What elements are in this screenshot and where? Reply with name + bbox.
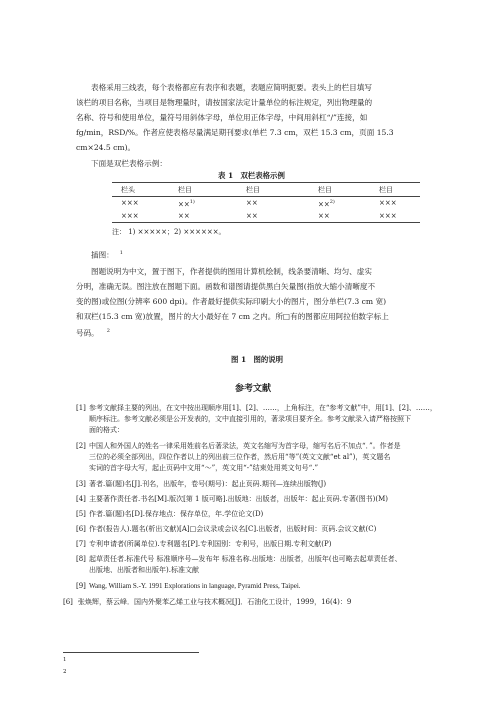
table-header-0: 栏头 — [121, 186, 135, 194]
figure-caption: 图 1 图的说明 — [231, 355, 284, 364]
table-cell: ××× — [121, 212, 139, 220]
table-cell: ×× — [246, 212, 258, 220]
figure-line-5: 号码。 $^2$ — [76, 328, 110, 338]
footnote-ref: 2 — [106, 328, 110, 334]
reference-text: 作者.篇(题)名[D].保存地点：保存单位，年.学位论文(D) — [89, 510, 264, 518]
reference-number: [7] — [76, 540, 86, 548]
reference-number: [6] — [76, 525, 86, 533]
reference-number: [9] — [76, 582, 86, 590]
reference-text: 起草责任者.标准代号 标准顺序号—发布年 标准名称.出版地：出版者，出版年(也可略去起草责任者、 — [89, 555, 402, 563]
table-header-2: 栏目 — [246, 186, 260, 194]
table-cell: ×× — [246, 199, 258, 207]
intro-line-1: 表格采用三线表，每个表格都应有表序和表题，表题应简明扼要。表头上的栏目填写 — [91, 83, 372, 92]
reference-text: 专利申请者(所属单位).专利题名[P].专利国别：专利号，出版日期.专利文献(P) — [89, 540, 332, 548]
reference-number: [6] — [63, 598, 73, 606]
table-note: 注： 1) ×××××；2) ××××××。 — [112, 228, 226, 236]
figure-line-2: 分明，准确无误。图注放在图题下面。函数和谱图请提供黑白矢量图(指放大缩小清晰度不 — [76, 282, 376, 291]
reference-number: [4] — [76, 495, 86, 503]
table-header-rule — [112, 196, 420, 197]
reference-text: Wang, William S.-Y. 1991 Explorations in language, Pyramid Press, Taipei. — [89, 582, 301, 590]
figure-line-1: 图题说明为中文，置于图下，作者提供的图用计算机绘制，线条要清晰、均匀、虚实 — [91, 267, 372, 276]
table-cell: ××× — [379, 199, 397, 207]
table-header-3: 栏目 — [318, 186, 332, 194]
reference-number: [1] — [76, 404, 86, 412]
table-cell: ××$^{2)}$ — [318, 199, 335, 209]
intro-line-5: cm×24.5 cm)。 — [76, 143, 136, 152]
table-header-1: 栏目 — [178, 186, 192, 194]
table-bottom-rule — [112, 222, 420, 223]
table-cell: ×× — [318, 212, 330, 220]
reference-text: 顺序标注。参考文献必须是公开发表的，文中直接引用的，著录项目要齐全。参考文献录入请严格按照下 — [89, 415, 411, 423]
reference-text: 著者.篇(题)名[J].刊名，出版年，卷号(期号)：起止页码.期刊—连续出版物(J) — [89, 480, 327, 488]
reference-text: 实词的首字母大写，起止页码中文用“～”，英文用“-”结束处用英文句号“.” — [89, 464, 319, 472]
table-top-rule — [112, 182, 420, 183]
example-line: 下面是双栏表格示例： — [91, 159, 167, 168]
figure-intro: 插图： $^1$ — [91, 250, 123, 260]
reference-text: 出版地、出版者和出版年).标准文献 — [89, 566, 199, 574]
reference-text: 三位的必须全部列出，四位作者以上的列出前三位作者，然后用“等”(英文文献“et al”)，英文题名 — [89, 453, 391, 461]
reference-text: 参考文献择主要的列出，在文中按出现顺序用[1]、[2]、……，上角标注，在“参考文献”中，用[1]、[2]、……， — [89, 404, 437, 412]
table-cell: ××× — [379, 212, 397, 220]
reference-text: 中国人和外国人的姓名一律采用姓前名后著录法，英文名缩写为首字母，缩写名后不加点“．”。作者是 — [89, 442, 401, 450]
reference-number: [3] — [76, 480, 86, 488]
intro-line-4: fg/min，RSD/%。作者应使表格尽量满足期刊要求(单栏 7.3 cm，双栏 15.3 cm，页面 15.3 — [76, 128, 394, 137]
intro-line-2: 该栏的项目名称，当项目是物理量时，请按国家法定计量单位的标注规定，列出物理量的 — [76, 98, 373, 107]
table-header-4: 栏目 — [379, 186, 393, 194]
table-caption: 表 1 双栏表格示例 — [218, 171, 285, 180]
footnote-marker: 2) — [329, 199, 335, 205]
footnote-2: 2 — [63, 669, 67, 675]
table-cell: ×× — [178, 212, 190, 220]
reference-number: [2] — [76, 442, 86, 450]
footnote-1: 1 — [63, 657, 67, 663]
reference-text: 主要著作责任者.书名[M].版次[第 1 版可略].出版地：出版者，出版年：起止页码.专著(图书)(M) — [89, 495, 388, 503]
reference-number: [5] — [76, 510, 86, 518]
footnote-ref: 1 — [119, 250, 123, 256]
reference-text: 张焕辉，蔡云峰．国内外聚苯乙烯工业与技术概况[J]．石油化工设计，1999，16(4)：9 — [78, 598, 352, 606]
figure-line-3: 变的图)或位图(分辨率 600 dpi)。作者最好提供实际印刷大小的图片，图分单栏(7.3 cm 宽) — [76, 297, 387, 306]
footnote-separator — [63, 652, 199, 653]
references-title: 参考文献 — [235, 384, 272, 394]
reference-number: [8] — [76, 555, 86, 563]
figure-line-4: 和双栏(15.3 cm 宽)放置，图片的大小最好在 7 cm 之内。所□有的图都应用阿拉伯数字标上 — [76, 312, 389, 321]
table-cell: ××× — [121, 199, 139, 207]
reference-text: 作者(报告人).题名(析出文献)[A]□会议录或会议名[C].出版者，出版时间：页码.会议文献(C) — [89, 525, 377, 533]
reference-text: 面的格式： — [89, 426, 124, 434]
intro-line-3: 名称、符号和使用单位，量符号用斜体字母，单位用正体字母，中间用斜杠“/”连接，如 — [76, 113, 368, 122]
footnote-marker: 1) — [189, 199, 195, 205]
table-cell: ××$^{1)}$ — [178, 199, 195, 209]
